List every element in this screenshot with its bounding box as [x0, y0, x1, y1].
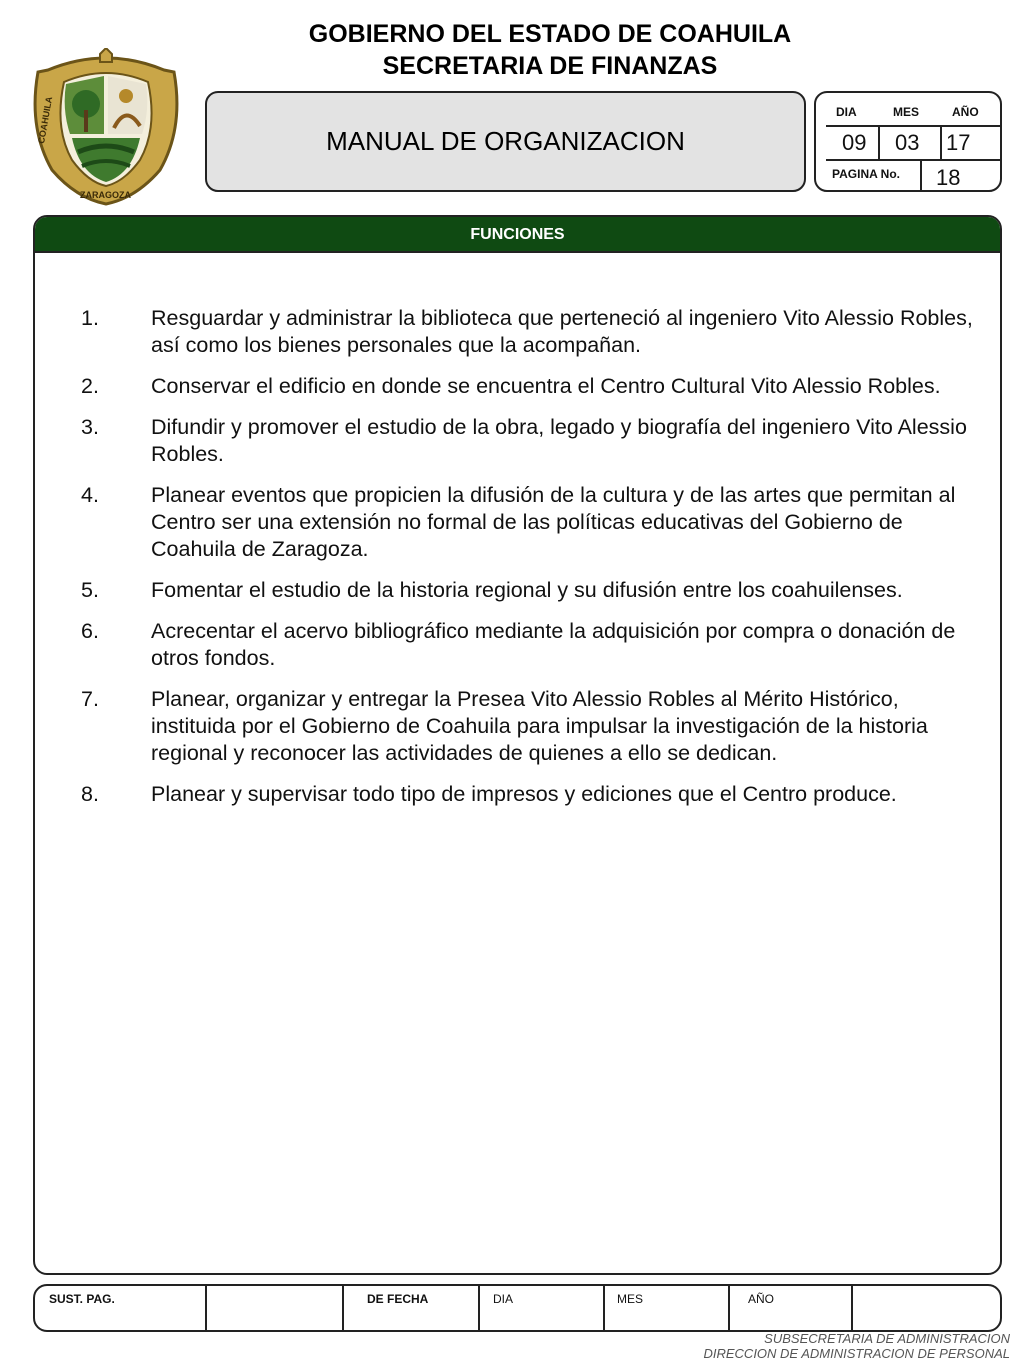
svg-text:COAHUILA: COAHUILA	[36, 95, 55, 145]
funciones-section	[33, 215, 1002, 1275]
subsecretaria-text: SUBSECRETARIA DE ADMINISTRACION	[764, 1331, 1010, 1346]
function-item	[81, 305, 981, 359]
sust-pag-label: SUST. PAG.	[49, 1292, 115, 1306]
footer-dia-label: DIA	[493, 1292, 514, 1306]
pagina-label: PAGINA No.	[832, 167, 900, 181]
footer-table	[33, 1284, 1002, 1332]
date-dia-value: 09	[842, 130, 867, 155]
function-number: 5.	[81, 578, 99, 602]
function-text: Planear eventos que propicien la difusión de la cultura y de las artes que permitan al Centro ser una extensión no formal de las políticas educativas del Gobierno de Coahuila de Zaragoza.	[151, 483, 956, 561]
footer-divider	[603, 1286, 605, 1330]
direccion-text: DIRECCION DE ADMINISTRACION DE PERSONAL	[703, 1346, 1010, 1361]
function-text: Acrecentar el acervo bibliográfico mediante la adquisición por compra o donación de otros fondos.	[151, 619, 956, 670]
date-divider	[878, 127, 880, 159]
function-text: Difundir y promover el estudio de la obra, legado y biografía del ingeniero Vito Alessio Robles.	[151, 415, 967, 466]
function-number: 7.	[81, 687, 99, 711]
pagina-divider	[920, 161, 922, 192]
date-ano-value: 17	[946, 130, 971, 155]
date-dia-label: DIA	[836, 105, 857, 119]
function-text: Planear y supervisar todo tipo de impresos y ediciones que el Centro produce.	[151, 782, 897, 806]
footer-divider	[205, 1286, 207, 1330]
manual-title: MANUAL DE ORGANIZACION	[326, 126, 685, 156]
function-number: 4.	[81, 483, 99, 507]
government-title: GOBIERNO DEL ESTADO DE COAHUILA	[308, 20, 792, 48]
function-text: Conservar el edificio en donde se encuentra el Centro Cultural Vito Alessio Robles.	[151, 374, 941, 398]
function-number: 8.	[81, 782, 99, 806]
function-item	[81, 577, 981, 604]
function-number: 1.	[81, 306, 99, 330]
functions-list	[81, 305, 981, 822]
footer-mes-label: MES	[617, 1292, 644, 1306]
coat-of-arms-seal	[28, 48, 184, 206]
date-box	[814, 91, 1002, 192]
date-mes-label: MES	[893, 105, 920, 119]
svg-text:ZARAGOZA: ZARAGOZA	[80, 190, 131, 200]
function-number: 2.	[81, 374, 99, 398]
function-item	[81, 686, 981, 767]
footer-divider	[728, 1286, 730, 1330]
date-top-line	[826, 125, 1002, 127]
function-item	[81, 618, 981, 672]
footer-divider	[851, 1286, 853, 1330]
pagina-value: 18	[936, 165, 961, 190]
date-ano-label: AÑO	[952, 105, 979, 119]
function-text: Fomentar el estudio de la historia regional y su difusión entre los coahuilenses.	[151, 578, 903, 602]
footer-divider	[342, 1286, 344, 1330]
function-item	[81, 414, 981, 468]
function-text: Planear, organizar y entregar la Presea Vito Alessio Robles al Mérito Histórico, instituida por el Gobierno de Coahuila para impulsar la investigación de la historia regional y reconocer las actividades de quienes a ello se dedican.	[151, 687, 928, 765]
footer-divider	[478, 1286, 480, 1330]
section-title: FUNCIONES	[35, 217, 1000, 253]
footer-ano-label: AÑO	[748, 1292, 775, 1306]
function-number: 6.	[81, 619, 99, 643]
secretariat-title: SECRETARIA DE FINANZAS	[382, 52, 718, 80]
manual-title-box	[205, 91, 806, 192]
function-text: Resguardar y administrar la biblioteca que perteneció al ingeniero Vito Alessio Robles, así como los bienes personales que la acompañan.	[151, 306, 973, 357]
function-item	[81, 373, 981, 400]
function-item	[81, 482, 981, 563]
date-mid-line	[826, 159, 1002, 161]
function-item	[81, 781, 981, 808]
function-number: 3.	[81, 415, 99, 439]
date-divider	[940, 127, 942, 159]
date-mes-value: 03	[895, 130, 920, 155]
de-fecha-label: DE FECHA	[367, 1292, 429, 1306]
